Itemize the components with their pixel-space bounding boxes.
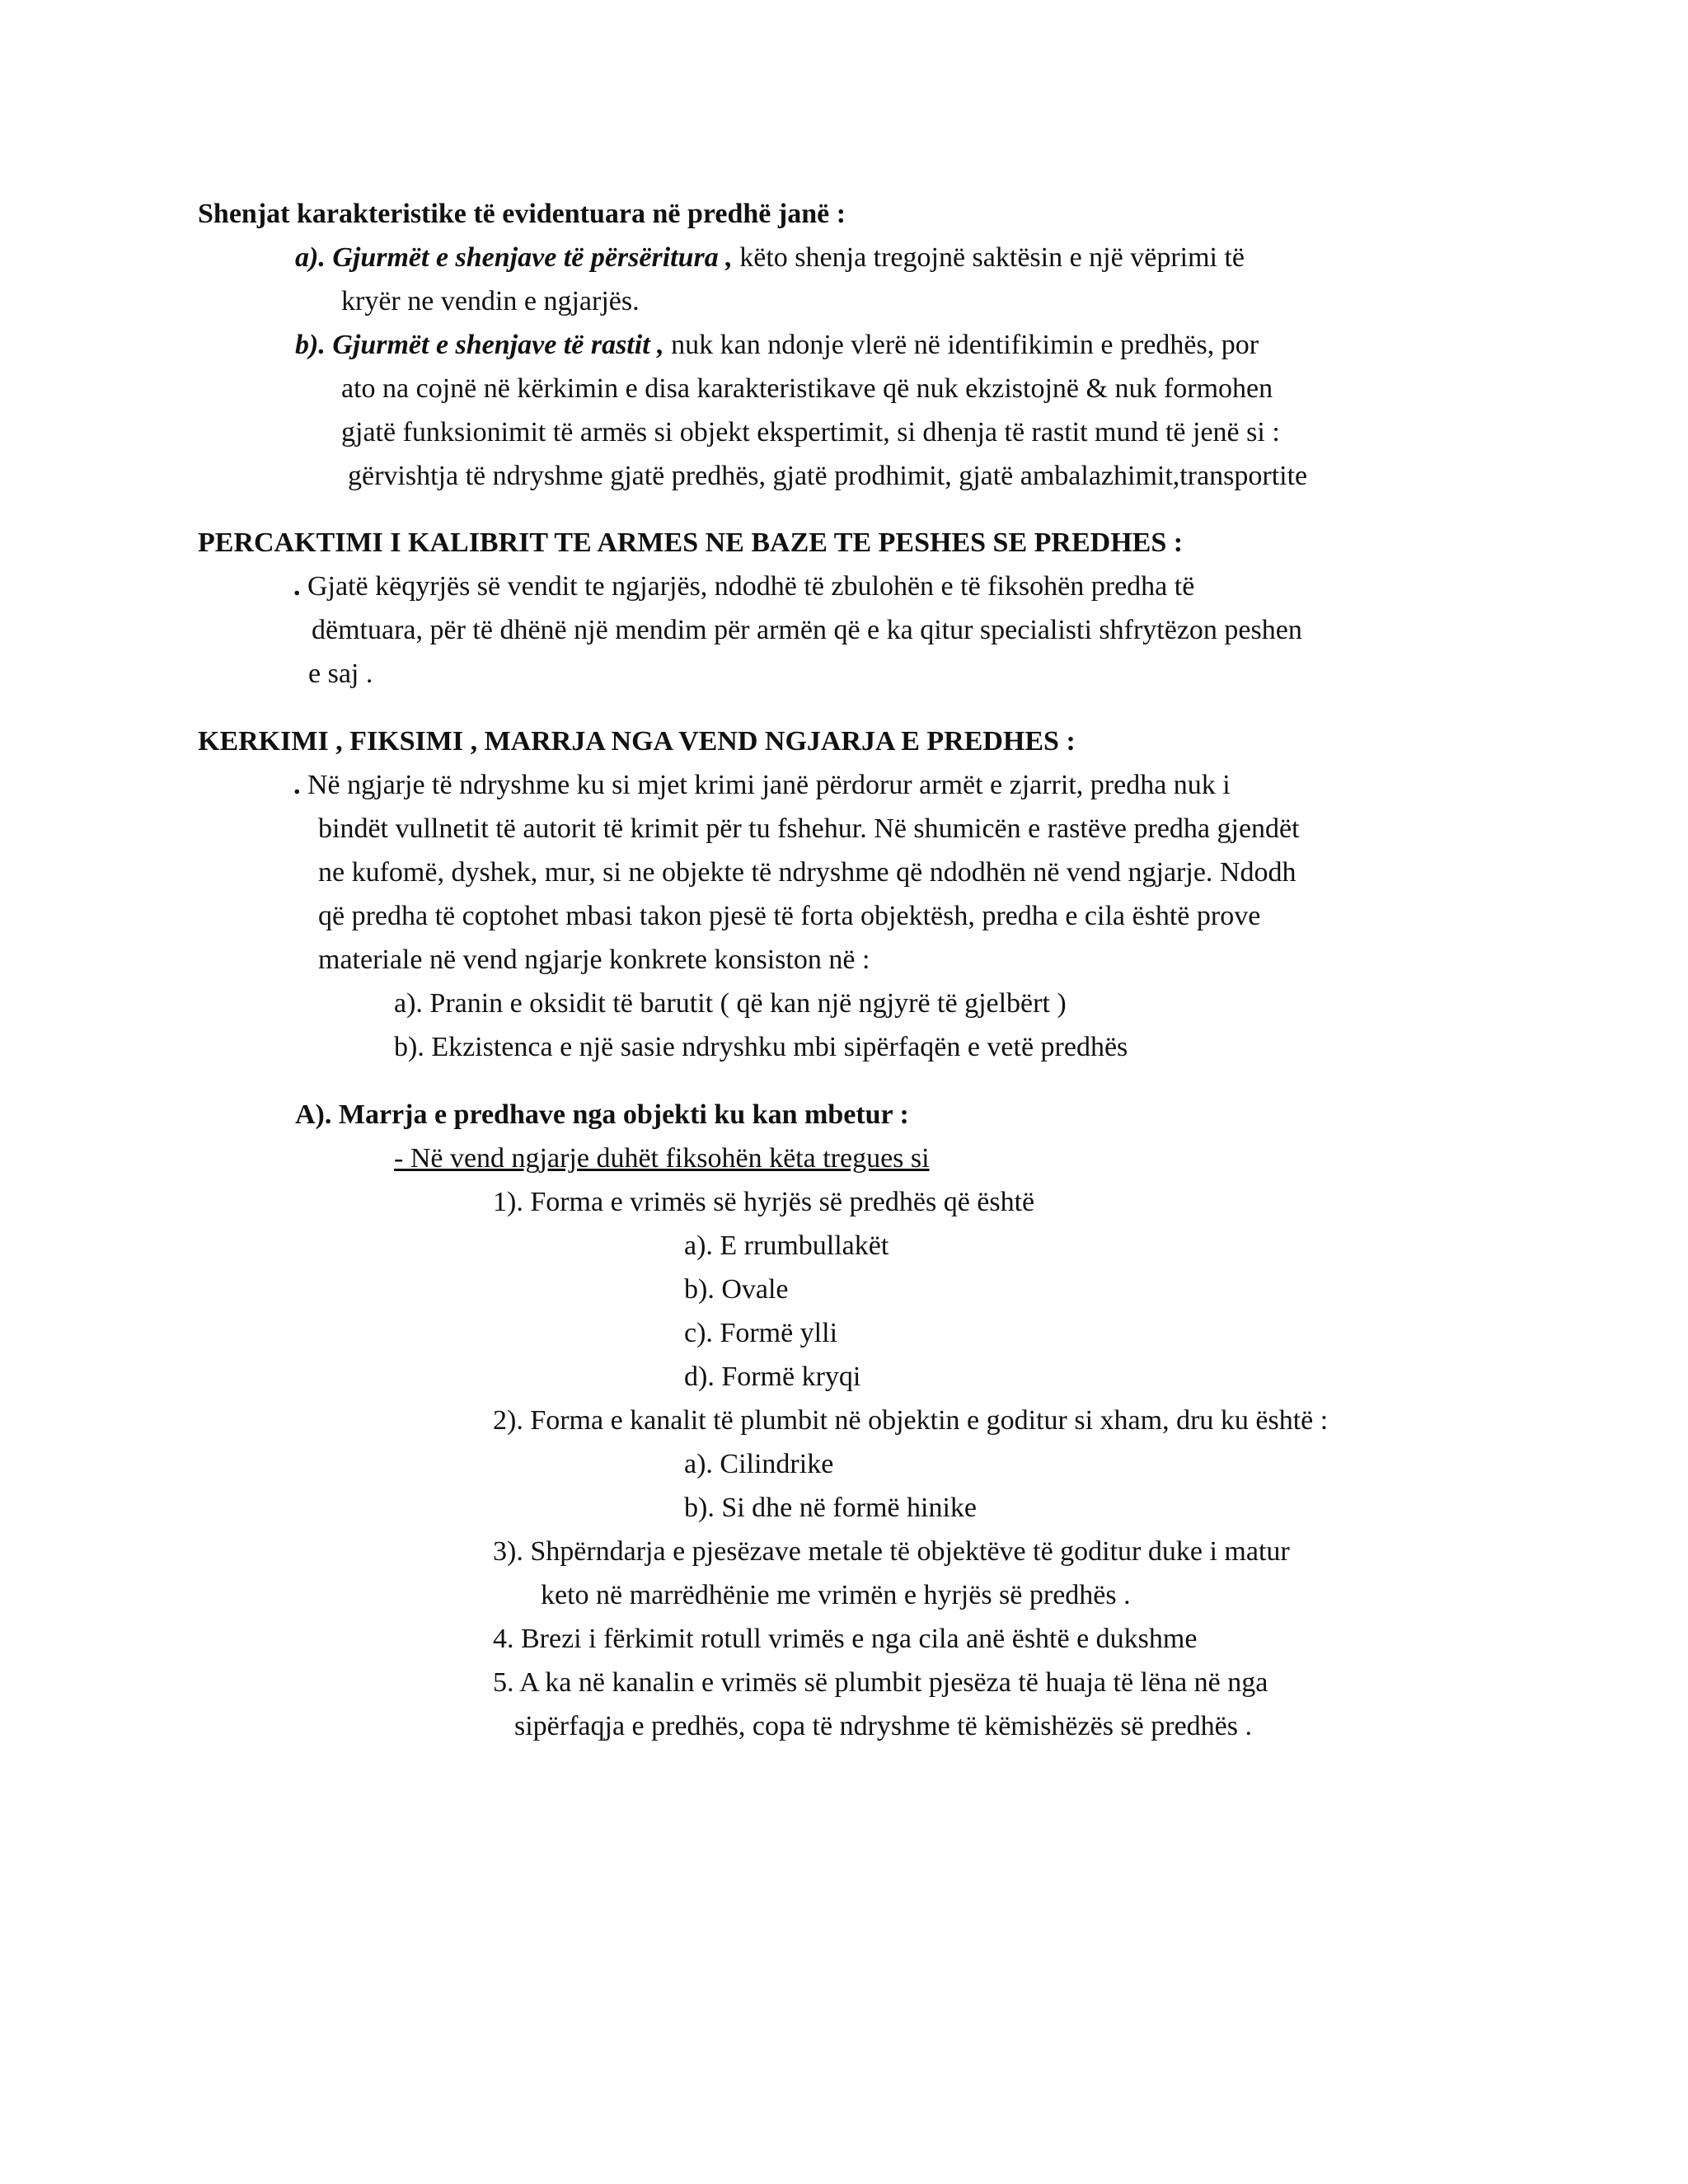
item-b-lead: b). Gjurmët e shenjave të rastit , (295, 330, 664, 360)
section2-line1 (293, 570, 1194, 603)
section-heading-kerkimi: KERKIMI , FIKSIMI , MARRJA NGA VEND NGJARJA E PREDHES : (198, 726, 1076, 757)
list-item-1: 1). Forma e vrimës së hyrjës së predhës që është (493, 1187, 1035, 1217)
item-b-cont3: gërvishtja të ndryshme gjatë predhës, gjatë prodhimit, gjatë ambalazhimit,transportite (348, 461, 1308, 491)
list-item-5: 5. A ka në kanalin e vrimës së plumbit pjesëza të huaja të lëna në nga (493, 1667, 1268, 1698)
section3-bullet: . (293, 770, 301, 800)
section3-sub-b: b). Ekzistenca e një sasie ndryshku mbi sipërfaqën e vetë predhës (394, 1032, 1128, 1062)
section4-subheading: - Në vend ngjarje duhët fiksohën këta tregues si (394, 1143, 930, 1174)
item-a-lead: a). Gjurmët e shenjave të përsëritura , (295, 242, 733, 273)
item-b-cont1: ato na cojnë në kërkimin e disa karakteristikave që nuk ekzistojnë & nuk formohen (341, 373, 1273, 404)
section2-line1-text: Gjatë këqyrjës së vendit te ngjarjës, ndodhë të zbulohën e të fiksohën predha të (300, 571, 1195, 602)
section2-bullet: . (293, 571, 301, 602)
item-a-cont: kryër ne vendin e ngjarjës. (341, 286, 640, 316)
section3-line3: ne kufomë, dyshek, mur, si ne objekte të ndryshme që ndodhën në vend ngjarje. Ndodh (318, 857, 1296, 888)
list-item-2: 2). Forma e kanalit të plumbit në objektin e goditur si xham, dru ku është : (493, 1405, 1329, 1436)
list-item-3: 3). Shpërndarja e pjesëzave metale të objektëve të goditur duke i matur (493, 1536, 1290, 1567)
item-a-line (295, 241, 1245, 274)
list-item-1-option-b: b). Ovale (684, 1274, 789, 1305)
section-heading-percaktimi: PERCAKTIMI I KALIBRIT TE ARMES NE BAZE TE PESHES SE PREDHES : (198, 527, 1184, 558)
section2-line3: e saj . (308, 658, 373, 689)
section2-line2: dëmtuara, për të dhënë një mendim për armën që e ka qitur specialisti shfrytëzon peshen (312, 615, 1302, 645)
section3-line2: bindët vullnetit të autorit të krimit për tu fshehur. Në shumicën e rastëve predha gjendët (318, 813, 1300, 844)
section-heading-shenjat: Shenjat karakteristike të evidentuara në predhë janë : (198, 199, 846, 229)
list-item-2-option-b: b). Si dhe në formë hinike (684, 1493, 978, 1523)
item-a-text: këto shenja tregojnë saktësin e një vëprimi të (732, 242, 1245, 273)
list-item-4: 4. Brezi i fërkimit rotull vrimës e nga cila anë është e dukshme (493, 1624, 1198, 1654)
section3-line4: që predha të coptohet mbasi takon pjesë të forta objektësh, predha e cila është prove (318, 901, 1261, 931)
section3-line1 (293, 769, 1231, 802)
item-b-line (295, 329, 1259, 362)
section-heading-marrja: A). Marrja e predhave nga objekti ku kan mbetur : (295, 1099, 909, 1130)
section3-sub-a: a). Pranin e oksidit të barutit ( që kan një ngjyrë të gjelbërt ) (394, 988, 1067, 1019)
section3-line5: materiale në vend ngjarje konkrete konsiston në : (318, 944, 870, 975)
section3-line1-text: Në ngjarje të ndryshme ku si mjet krimi janë përdorur armët e zjarrit, predha nuk i (300, 770, 1231, 800)
list-item-3-cont: keto në marrëdhënie me vrimën e hyrjës së predhës . (541, 1580, 1131, 1610)
list-item-2-option-a: a). Cilindrike (684, 1449, 834, 1479)
list-item-5-cont: sipërfaqja e predhës, copa të ndryshme të këmishëzës së predhës . (514, 1711, 1252, 1741)
item-b-text: nuk kan ndonje vlerë në identifikimin e predhës, por (663, 330, 1259, 360)
list-item-1-option-d: d). Formë kryqi (684, 1361, 861, 1392)
list-item-1-option-c: c). Formë ylli (684, 1318, 838, 1348)
item-b-cont2: gjatë funksionimit të armës si objekt ekspertimit, si dhenja të rastit mund të jenë si : (341, 417, 1280, 448)
list-item-1-option-a: a). E rrumbullakët (684, 1230, 889, 1261)
